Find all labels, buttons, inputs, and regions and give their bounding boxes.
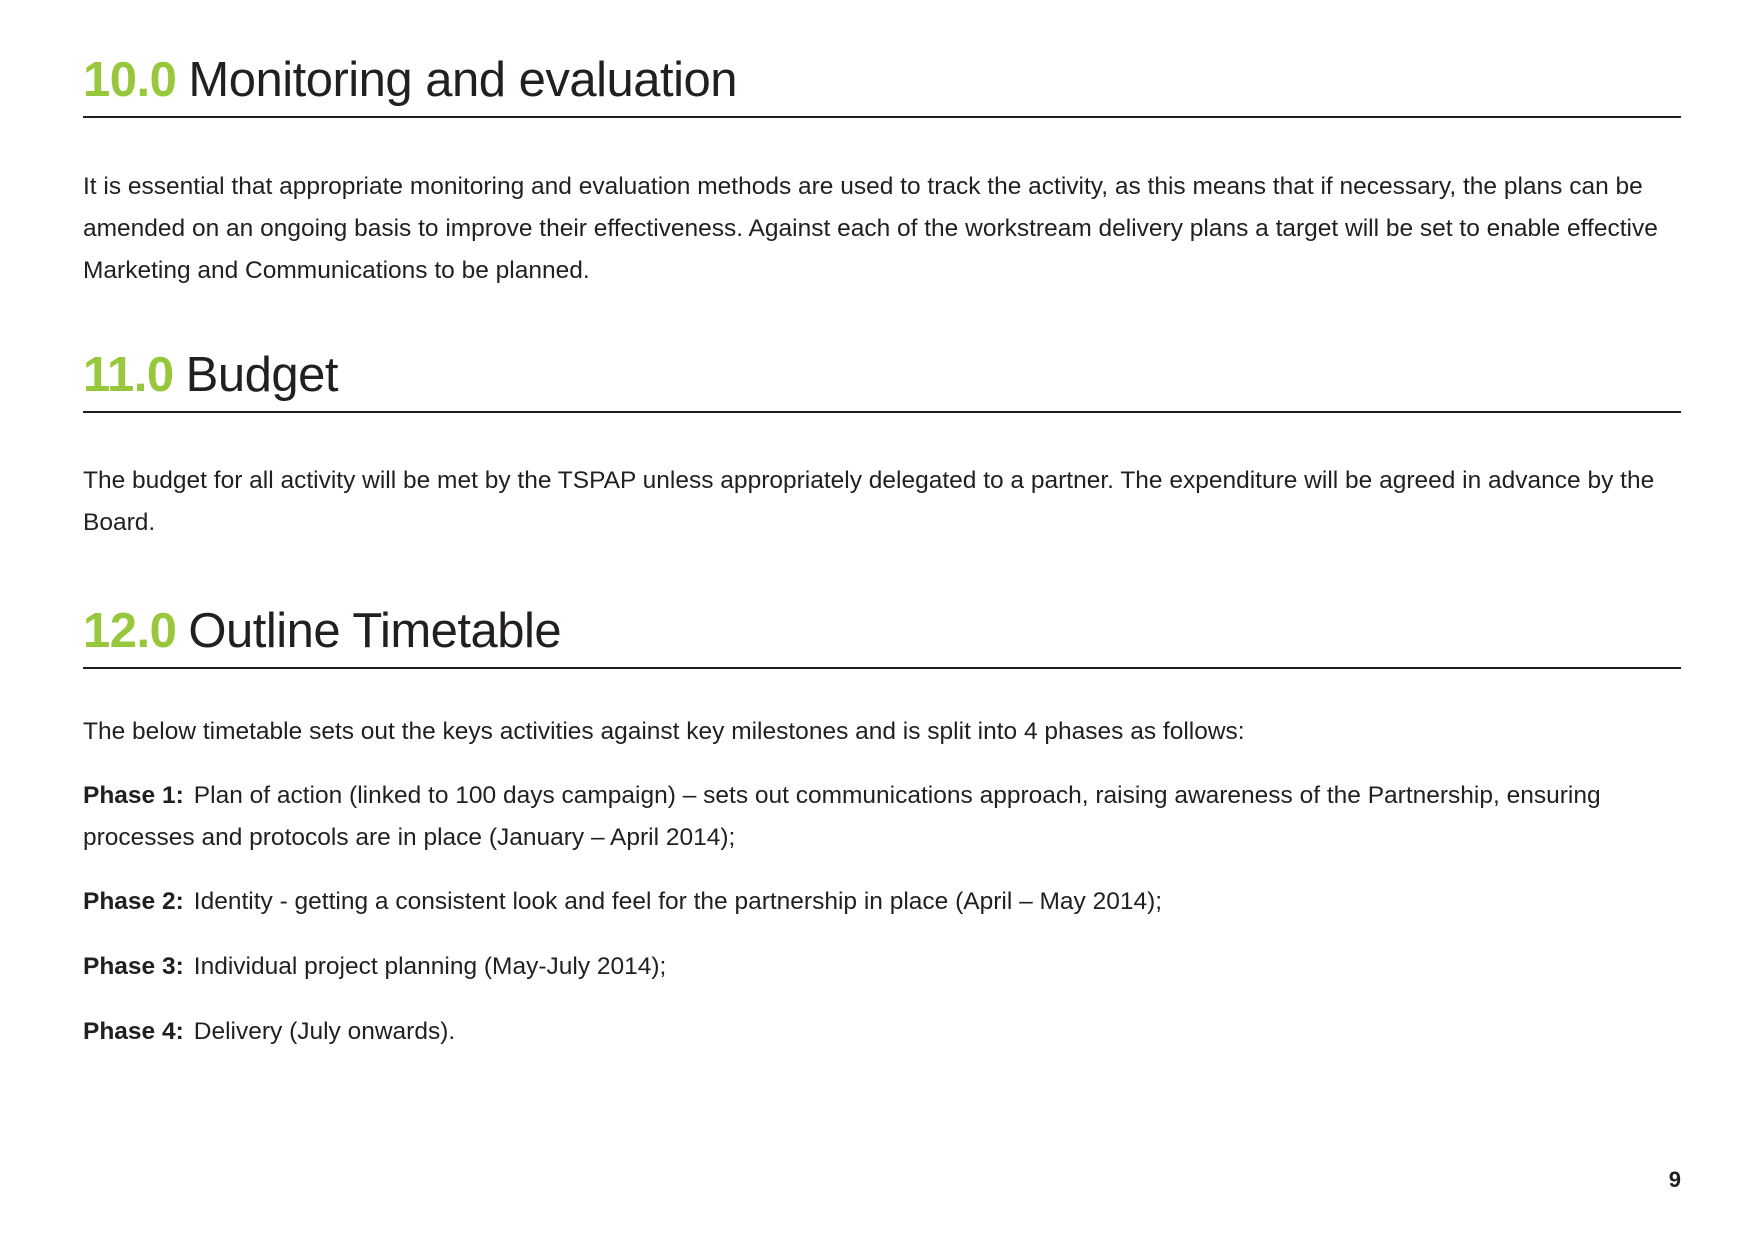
phase-label: Phase 2: [83, 888, 184, 915]
section-divider [83, 116, 1681, 118]
phase-text: Identity - getting a consistent look and feel for the partnership in place (April – May 2014); [193, 888, 1163, 915]
section-body-budget: The budget for all activity will be met by the TSPAP unless appropriately delegated to a partner. The expenditure will be agreed in advance by the Board. [83, 467, 1655, 536]
section-divider [83, 667, 1681, 669]
section-heading-timetable [83, 601, 1681, 661]
section-divider [83, 411, 1681, 413]
section-heading-budget [83, 345, 1681, 405]
phase-label: Phase 4: [83, 1018, 184, 1045]
section-title: Outline Timetable [188, 604, 562, 658]
section-title: Monitoring and evaluation [188, 53, 738, 107]
section-heading-monitoring [83, 50, 1681, 110]
phase-item [83, 881, 1683, 923]
phase-label: Phase 1: [83, 782, 184, 809]
document-page [83, 0, 1681, 1240]
page-number: 9 [1668, 1167, 1681, 1192]
phase-item [83, 946, 1683, 988]
phase-item [83, 775, 1683, 859]
section-title: Budget [185, 348, 338, 402]
section-body-monitoring: It is essential that appropriate monitoring and evaluation methods are used to track the activity, as this means that if necessary, the plans can be amended on an ongoing basis to improve their effectiveness. Against each of the workstream delivery plans a target will be set to enable effective Marketing and Communications to be planned. [83, 173, 1658, 284]
phase-text: Plan of action (linked to 100 days campaign) – sets out communications approach, raising awareness of the Partnership, ensuring processes and protocols are in place (January – April 2014); [83, 782, 1601, 851]
phase-item [83, 1011, 1683, 1053]
section-number: 10.0 [83, 53, 177, 107]
section-number: 12.0 [83, 604, 177, 658]
phase-label: Phase 3: [83, 953, 184, 980]
section-number: 11.0 [83, 348, 174, 402]
section-body-timetable: The below timetable sets out the keys activities against key milestones and is split into 4 phases as follows: [83, 718, 1245, 745]
phase-text: Individual project planning (May-July 2014); [193, 953, 667, 980]
phase-text: Delivery (July onwards). [193, 1018, 456, 1045]
